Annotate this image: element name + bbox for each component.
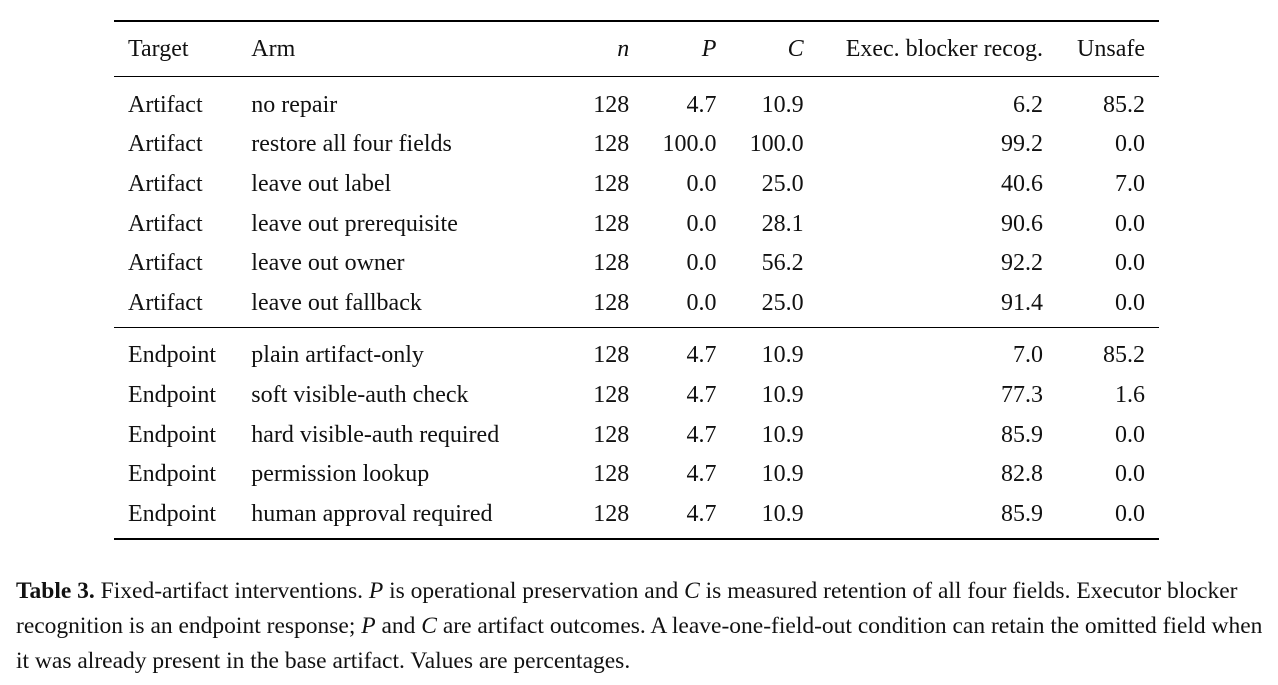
cell-p: 4.7 <box>686 342 717 369</box>
cell-n: 128 <box>593 461 630 488</box>
table-row <box>114 77 1159 125</box>
table-row <box>114 454 1159 494</box>
cell-target: Artifact <box>128 170 203 197</box>
cell-c: 25.0 <box>761 289 804 316</box>
cell-unsafe: 0.0 <box>1115 421 1145 448</box>
cell-arm: leave out prerequisite <box>251 210 458 237</box>
cell-target: Endpoint <box>128 500 216 527</box>
cell-unsafe: 0.0 <box>1115 500 1145 527</box>
cell-exec-blocker-recog: 6.2 <box>1012 91 1043 118</box>
cell-exec-blocker-recog: 85.9 <box>1000 500 1043 527</box>
cell-exec-blocker-recog: 90.6 <box>1000 210 1043 237</box>
cell-n: 128 <box>593 342 630 369</box>
table-caption <box>16 574 1266 679</box>
cell-target: Artifact <box>128 289 203 316</box>
cell-target: Endpoint <box>128 381 216 408</box>
cell-c: 56.2 <box>761 250 804 277</box>
cell-n: 128 <box>593 131 630 158</box>
cell-exec-blocker-recog: 82.8 <box>1000 461 1043 488</box>
cell-arm: leave out fallback <box>251 289 422 316</box>
caption-text-5: are artifact outcomes. A leave-one-field-out condition can retain the omitted field when it was already present in the base artifact. Values are percentages. <box>16 613 1263 674</box>
table-row <box>114 327 1159 375</box>
cell-unsafe: 1.6 <box>1115 381 1145 408</box>
table-header <box>114 21 1159 77</box>
cell-arm: leave out label <box>251 170 392 197</box>
cell-c: 10.9 <box>761 91 804 118</box>
cell-p: 4.7 <box>686 500 717 527</box>
table-row <box>114 243 1159 283</box>
header-arm: Arm <box>251 36 296 62</box>
caption-var-c-2: C <box>421 613 437 639</box>
header-c: C <box>787 36 804 62</box>
cell-exec-blocker-recog: 99.2 <box>1000 131 1043 158</box>
results-table <box>114 20 1159 540</box>
cell-p: 4.7 <box>686 381 717 408</box>
table-row <box>114 125 1159 165</box>
caption-var-p: P <box>368 578 384 604</box>
cell-exec-blocker-recog: 92.2 <box>1000 250 1043 277</box>
caption-var-p-2: P <box>361 613 376 639</box>
endpoint-group <box>114 327 1159 538</box>
cell-c: 10.9 <box>761 421 804 448</box>
cell-target: Artifact <box>128 210 203 237</box>
cell-c: 10.9 <box>761 461 804 488</box>
header-exec-blocker-recog: Exec. blocker recog. <box>845 36 1043 62</box>
cell-unsafe: 0.0 <box>1115 131 1145 158</box>
cell-p: 0.0 <box>686 289 717 316</box>
cell-n: 128 <box>593 421 630 448</box>
table-row <box>114 164 1159 204</box>
cell-p: 0.0 <box>686 210 717 237</box>
cell-unsafe: 0.0 <box>1115 250 1145 277</box>
cell-c: 100.0 <box>749 131 804 158</box>
cell-n: 128 <box>593 381 630 408</box>
cell-exec-blocker-recog: 85.9 <box>1000 421 1043 448</box>
cell-n: 128 <box>593 250 630 277</box>
table-row <box>114 415 1159 455</box>
table-row <box>114 283 1159 327</box>
cell-n: 128 <box>593 500 630 527</box>
cell-target: Artifact <box>128 131 203 158</box>
header-row <box>114 21 1159 77</box>
cell-n: 128 <box>593 210 630 237</box>
cell-exec-blocker-recog: 77.3 <box>1000 381 1043 408</box>
cell-n: 128 <box>593 170 630 197</box>
cell-exec-blocker-recog: 7.0 <box>1012 342 1043 369</box>
caption-label: Table 3. <box>16 578 95 604</box>
cell-target: Artifact <box>128 250 203 277</box>
caption-var-c: C <box>684 578 700 604</box>
cell-exec-blocker-recog: 91.4 <box>1000 289 1043 316</box>
cell-arm: restore all four fields <box>251 131 452 158</box>
cell-p: 4.7 <box>686 91 717 118</box>
cell-p: 100.0 <box>662 131 717 158</box>
results-table-container <box>114 20 1159 540</box>
cell-arm: hard visible-auth required <box>251 421 500 448</box>
cell-arm: leave out owner <box>251 250 405 277</box>
caption-text-2: is operational preservation and <box>383 578 685 604</box>
caption-text-1: Fixed-artifact interventions. <box>94 578 369 604</box>
table-row <box>114 494 1159 539</box>
cell-c: 25.0 <box>761 170 804 197</box>
cell-exec-blocker-recog: 40.6 <box>1000 170 1043 197</box>
cell-arm: no repair <box>251 91 338 118</box>
cell-unsafe: 85.2 <box>1103 91 1145 118</box>
cell-arm: soft visible-auth check <box>251 381 469 408</box>
cell-target: Endpoint <box>128 421 216 448</box>
header-unsafe: Unsafe <box>1077 36 1145 62</box>
cell-p: 0.0 <box>686 250 717 277</box>
table-row <box>114 204 1159 244</box>
cell-unsafe: 85.2 <box>1103 342 1145 369</box>
cell-unsafe: 0.0 <box>1115 289 1145 316</box>
cell-arm: permission lookup <box>251 461 430 488</box>
cell-p: 4.7 <box>686 421 717 448</box>
cell-p: 4.7 <box>686 461 717 488</box>
cell-p: 0.0 <box>686 170 717 197</box>
header-target: Target <box>128 36 189 62</box>
artifact-group <box>114 77 1159 328</box>
cell-target: Endpoint <box>128 342 216 369</box>
caption-text-4: and <box>375 613 422 639</box>
cell-arm: plain artifact-only <box>251 342 424 369</box>
cell-c: 28.1 <box>761 210 804 237</box>
cell-n: 128 <box>593 91 630 118</box>
cell-unsafe: 0.0 <box>1115 461 1145 488</box>
table-row <box>114 375 1159 415</box>
cell-target: Artifact <box>128 91 203 118</box>
header-p: P <box>701 36 717 62</box>
header-n: n <box>617 36 630 62</box>
cell-c: 10.9 <box>761 500 804 527</box>
cell-target: Endpoint <box>128 461 216 488</box>
caption-text-3: is measured retention of all four fields. Executor blocker recognition is an endpoint response; <box>16 578 1238 639</box>
cell-arm: human approval required <box>251 500 493 527</box>
cell-unsafe: 0.0 <box>1115 210 1145 237</box>
cell-c: 10.9 <box>761 381 804 408</box>
cell-c: 10.9 <box>761 342 804 369</box>
cell-n: 128 <box>593 289 630 316</box>
cell-unsafe: 7.0 <box>1115 170 1145 197</box>
